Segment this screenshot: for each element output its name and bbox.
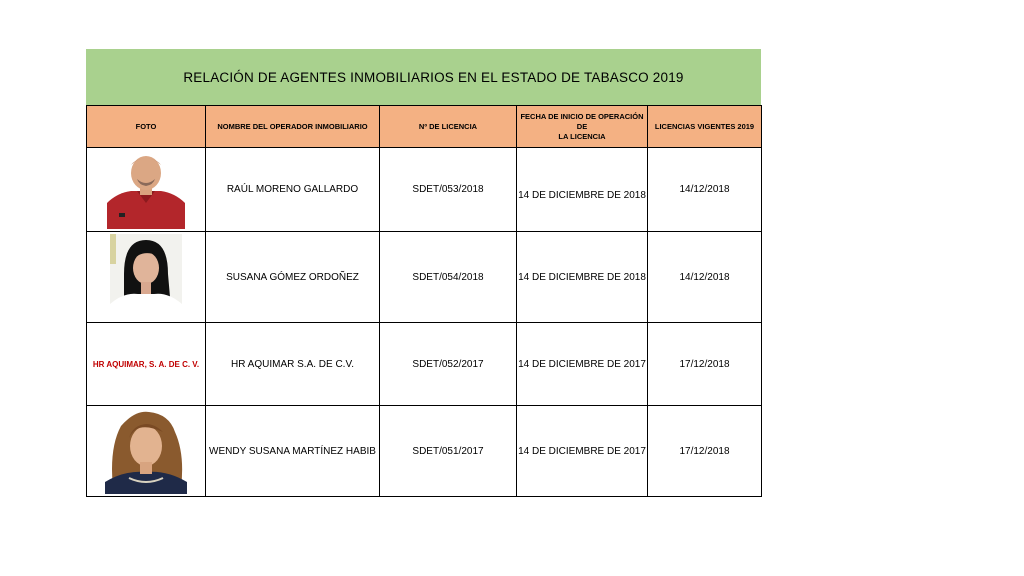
table-row	[87, 148, 762, 232]
header-fecha-line2: LA LICENCIA	[558, 131, 606, 141]
vigente-cell: 14/12/2018	[648, 148, 762, 232]
nombre-cell: RAÚL MORENO GALLARDO	[206, 148, 380, 232]
photo-cell	[87, 148, 206, 232]
nombre-cell: WENDY SUSANA MARTÍNEZ HABIB	[206, 406, 380, 497]
licencia-cell: SDET/052/2017	[380, 323, 517, 406]
header-foto: FOTO	[87, 106, 206, 148]
fecha-cell: 14 DE DICIEMBRE DE 2017	[517, 323, 648, 406]
table-row	[87, 406, 762, 497]
header-fecha	[517, 106, 648, 148]
photo-cell	[87, 406, 206, 497]
vigente-cell: 17/12/2018	[648, 323, 762, 406]
spreadsheet-sheet	[86, 49, 761, 497]
licencia-cell: SDET/053/2018	[380, 148, 517, 232]
fecha-cell: 14 DE DICIEMBRE DE 2018	[517, 232, 648, 323]
licencia-cell: SDET/054/2018	[380, 232, 517, 323]
table-title: RELACIÓN DE AGENTES INMOBILIARIOS EN EL ESTADO DE TABASCO 2019	[86, 49, 761, 105]
table-row	[87, 323, 762, 406]
vigente-cell: 14/12/2018	[648, 232, 762, 323]
header-licencia: Nº DE LICENCIA	[380, 106, 517, 148]
licencia-cell: SDET/051/2017	[380, 406, 517, 497]
header-fecha-line1: FECHA DE INICIO DE OPERACIÓN DE	[520, 111, 644, 131]
fecha-cell: 14 DE DICIEMBRE DE 2017	[517, 406, 648, 497]
nombre-cell: SUSANA GÓMEZ ORDOÑEZ	[206, 232, 380, 323]
agent-photo-woman	[105, 408, 187, 494]
vigente-cell: 17/12/2018	[648, 406, 762, 497]
photo-cell	[87, 232, 206, 323]
fecha-cell: 14 DE DICIEMBRE DE 2018	[517, 148, 648, 232]
table-row	[87, 232, 762, 323]
nombre-cell: HR AQUIMAR S.A. DE C.V.	[206, 323, 380, 406]
header-row	[87, 106, 762, 148]
agents-table	[86, 105, 762, 497]
header-nombre: NOMBRE DEL OPERADOR INMOBILIARIO	[206, 106, 380, 148]
header-vigentes: LICENCIAS VIGENTES 2019	[648, 106, 762, 148]
company-name-cell: HR AQUIMAR, S. A. DE C. V.	[87, 323, 206, 406]
agent-photo-woman	[110, 234, 182, 320]
agent-photo-man	[107, 151, 185, 229]
